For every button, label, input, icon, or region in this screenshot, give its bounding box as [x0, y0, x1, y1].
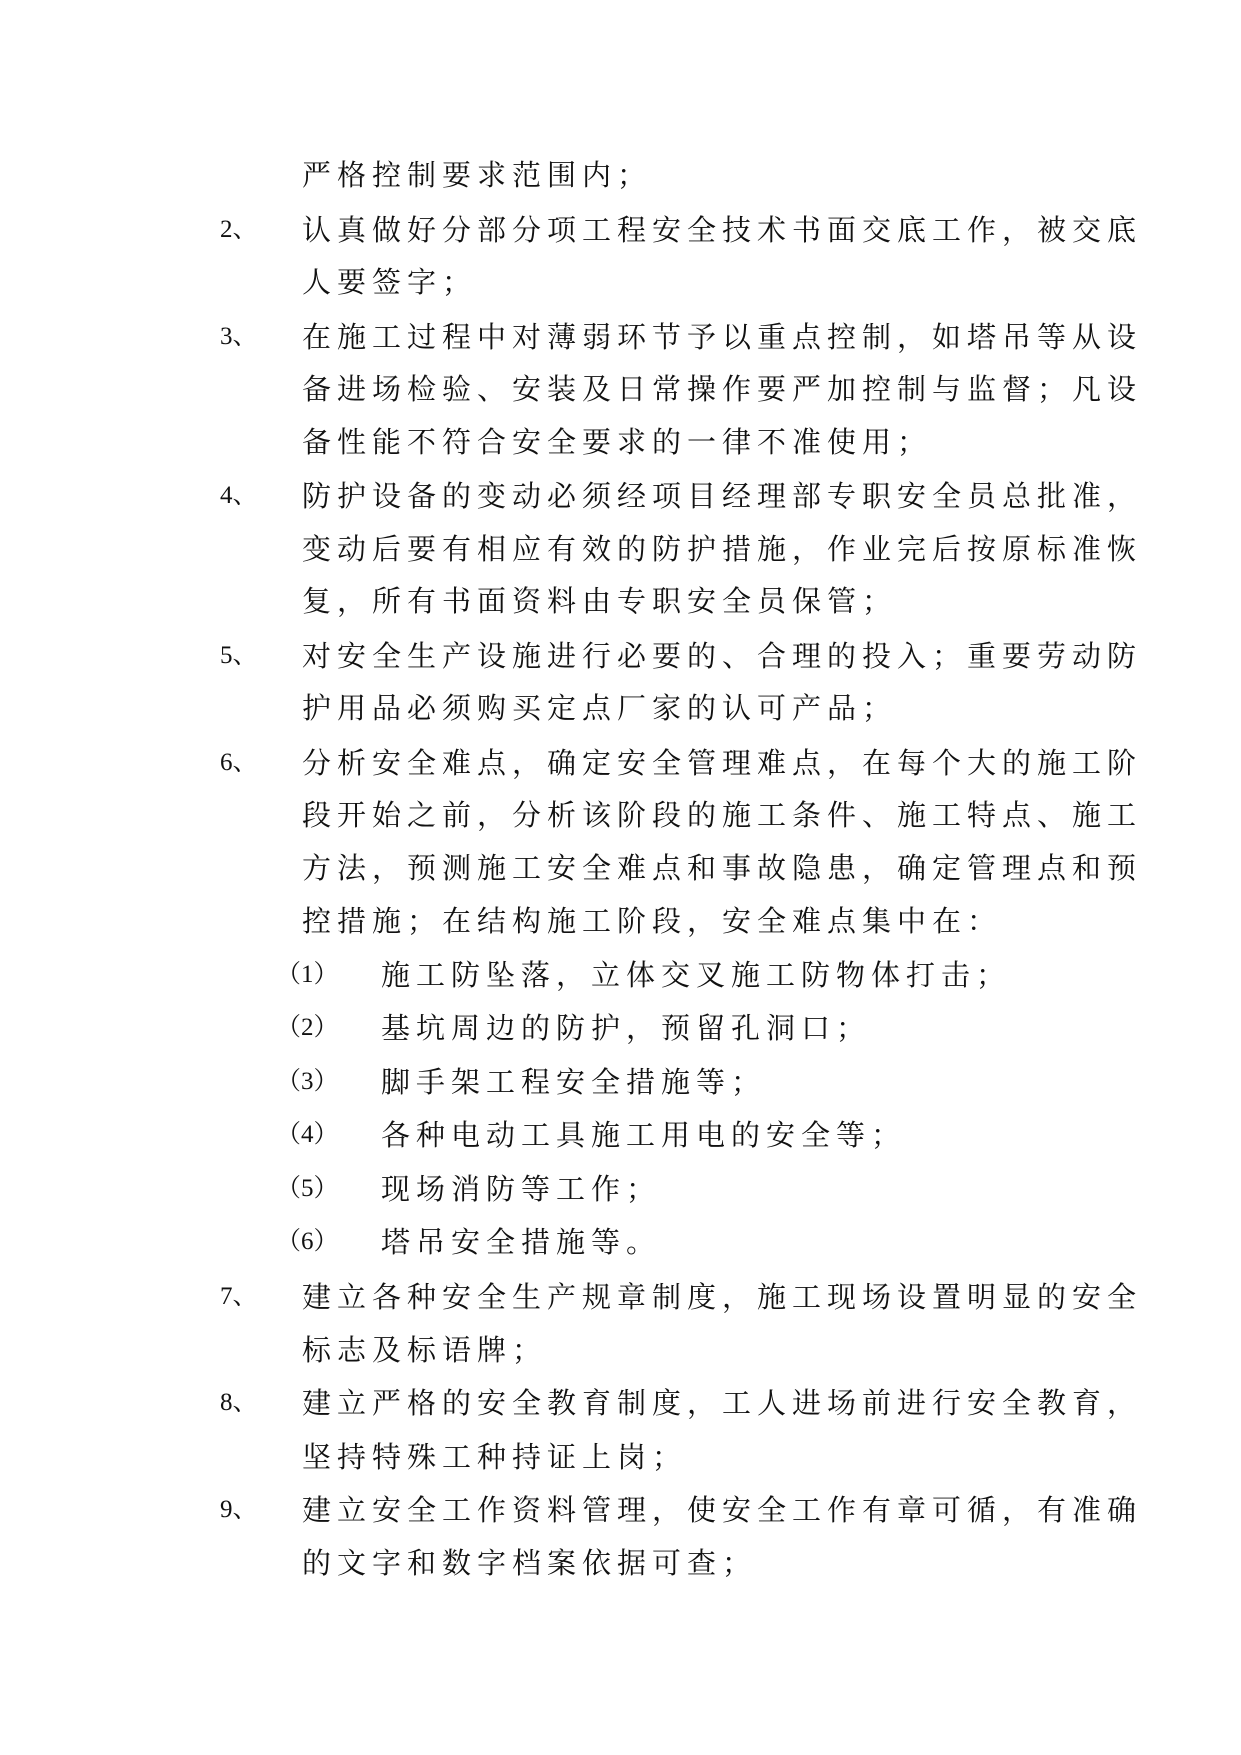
item-line: 防护设备的变动必须经项目经理部专职安全员总批准， — [302, 479, 1143, 513]
item-line: 的文字和数字档案依据可查； — [302, 1546, 758, 1580]
item-number: 6、 — [220, 749, 258, 776]
subitem-number: （2） — [276, 1014, 339, 1041]
item-line: 建立严格的安全教育制度，工人进场前进行安全教育， — [302, 1386, 1143, 1420]
item-line: 控措施；在结构施工阶段，安全难点集中在： — [302, 904, 1003, 938]
item-number: 4、 — [220, 482, 258, 509]
item-number: 9、 — [220, 1496, 258, 1523]
item-line: 对安全生产设施进行必要的、合理的投入；重要劳动防 — [302, 639, 1143, 673]
subitem-number: （1） — [276, 961, 339, 988]
item-line: 分析安全难点，确定安全管理难点，在每个大的施工阶 — [302, 746, 1143, 780]
item-line: 建立安全工作资料管理，使安全工作有章可循，有准确 — [302, 1493, 1143, 1527]
item-line: 段开始之前，分析该阶段的施工条件、施工特点、施工 — [302, 798, 1143, 832]
item-number: 8、 — [220, 1389, 258, 1416]
item-line: 备进场检验、安装及日常操作要严加控制与监督；凡设 — [302, 372, 1143, 406]
item-line: 认真做好分部分项工程安全技术书面交底工作，被交底 — [302, 213, 1143, 247]
item-line: 护用品必须购买定点厂家的认可产品； — [302, 691, 898, 725]
item-line: 建立各种安全生产规章制度，施工现场设置明显的安全 — [302, 1280, 1143, 1314]
item-line: 备性能不符合安全要求的一律不准使用； — [302, 425, 933, 459]
item-number: 7、 — [220, 1283, 258, 1310]
subitem-text: 各种电动工具施工用电的安全等； — [381, 1118, 907, 1152]
subitem-text: 现场消防等工作； — [381, 1172, 662, 1206]
item-number: 3、 — [220, 323, 258, 350]
item-line: 人要签字； — [302, 265, 478, 299]
item-number: 5、 — [220, 642, 258, 669]
item-line: 复，所有书面资料由专职安全员保管； — [302, 584, 898, 618]
item-line: 标志及标语牌； — [302, 1333, 548, 1367]
continuation-line: 严格控制要求范围内； — [302, 158, 653, 192]
subitem-number: （3） — [276, 1068, 339, 1095]
subitem-number: （4） — [276, 1121, 339, 1148]
item-number: 2、 — [220, 216, 258, 243]
item-line: 变动后要有相应有效的防护措施，作业完后按原标准恢 — [302, 532, 1143, 566]
subitem-text: 施工防坠落，立体交叉施工防物体打击； — [381, 958, 1012, 992]
item-line: 坚持特殊工种持证上岗； — [302, 1440, 688, 1474]
item-line: 在施工过程中对薄弱环节予以重点控制，如塔吊等从设 — [302, 320, 1143, 354]
subitem-number: （5） — [276, 1175, 339, 1202]
item-line: 方法，预测施工安全难点和事故隐患，确定管理点和预 — [302, 851, 1143, 885]
subitem-text: 塔吊安全措施等。 — [381, 1225, 662, 1259]
subitem-text: 基坑周边的防护，预留孔洞口； — [381, 1011, 872, 1045]
subitem-text: 脚手架工程安全措施等； — [381, 1065, 767, 1099]
subitem-number: （6） — [276, 1228, 339, 1255]
